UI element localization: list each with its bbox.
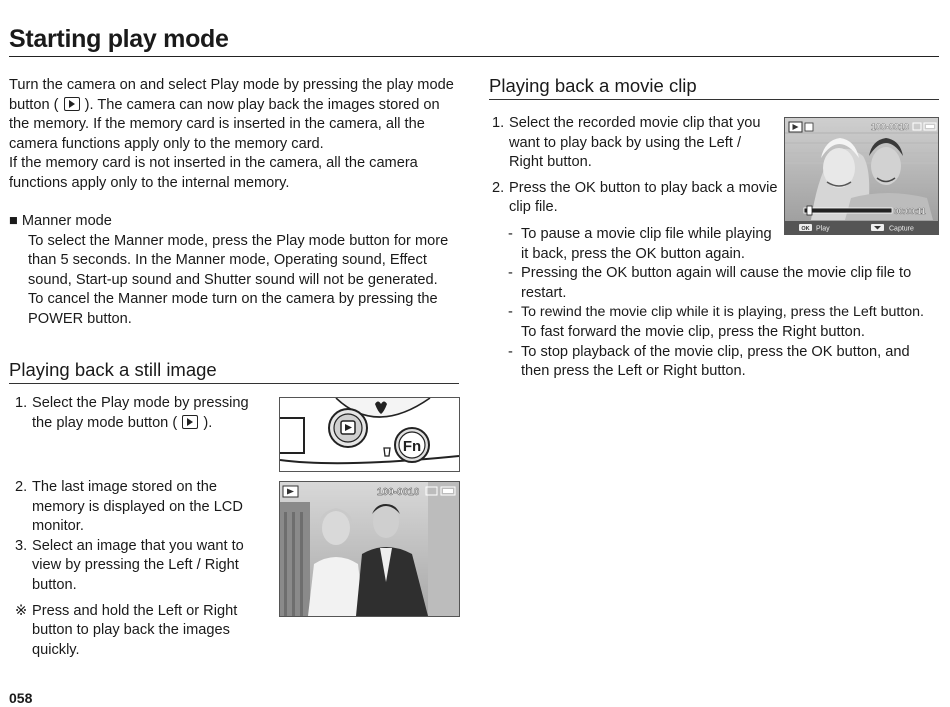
- intro-line: functions apply only to the internal memory.: [9, 174, 290, 191]
- intro-line: the memory. If the memory card is inserted in the camera, all the: [9, 116, 425, 133]
- camera-buttons-drawing: [280, 398, 459, 471]
- intro-line: [9, 96, 479, 116]
- lcd-photo-movie: [785, 118, 938, 234]
- page-number: 058: [9, 690, 33, 706]
- camera-buttons-illustration: [279, 397, 460, 472]
- note-mark: ※: [15, 602, 28, 619]
- step-line: [32, 414, 275, 434]
- step-line: view by pressing the Left / Right: [32, 557, 239, 574]
- step-line: want to play back by using the Left /: [509, 134, 742, 151]
- manner-line: To cancel the Manner mode turn on the camera by pressing the: [28, 291, 438, 308]
- sub-line: Pressing the OK button again will cause the movie clip file to: [521, 265, 912, 282]
- step-line: monitor.: [32, 518, 84, 535]
- list-item: [15, 537, 277, 596]
- sub-line: To pause a movie clip file while playing: [521, 226, 772, 242]
- sub-line: To rewind the movie clip while it is playing, press the Left button.: [521, 304, 924, 321]
- movie-lcd-preview: [784, 117, 939, 235]
- step-number: 2.: [492, 179, 505, 196]
- fn-button-label: Fn: [402, 438, 422, 455]
- step-line: clip file.: [509, 199, 558, 216]
- sub-line: To fast forward the movie clip, press the Right button.: [521, 323, 865, 340]
- title-divider: [9, 56, 939, 57]
- intro-line: Turn the camera on and select Play mode by pressing the play mode: [9, 77, 454, 93]
- note-line: button to play back the images: [32, 622, 230, 639]
- step-line: button.: [32, 576, 77, 593]
- step-line: Right button.: [509, 154, 592, 171]
- sub-line: then press the Left or Right button.: [521, 363, 746, 380]
- still-step-1: [15, 394, 275, 433]
- note-item: [15, 602, 277, 661]
- still-section-divider: [9, 383, 459, 384]
- step-number: 2.: [15, 479, 28, 495]
- bullet-dash: -: [508, 304, 513, 321]
- movie-sub-bullets: [508, 225, 933, 382]
- list-item: [492, 114, 784, 173]
- step-line: memory is displayed on the LCD: [32, 498, 243, 515]
- play-mode-icon: [182, 415, 198, 429]
- bullet-dash: -: [508, 343, 513, 360]
- manner-line: To select the Manner mode, press the Play mode button for more: [28, 232, 449, 249]
- sub-bullet: [508, 343, 933, 382]
- manner-line: POWER button.: [28, 310, 132, 327]
- step-number: 1.: [15, 395, 28, 411]
- intro-line: If the memory card is not inserted in the camera, all the camera: [9, 155, 418, 172]
- note-line: Press and hold the Left or Right: [32, 602, 238, 619]
- manner-line: than 5 seconds. In the Manner mode, Operating sound, Effect: [28, 252, 427, 269]
- bullet-dash: -: [508, 265, 513, 282]
- sub-bullet: [508, 303, 933, 342]
- step-line: Select the recorded movie clip that you: [509, 115, 761, 131]
- list-item: [492, 179, 784, 218]
- step-line: Select the Play mode by pressing: [32, 395, 249, 411]
- step-number: 1.: [492, 115, 505, 131]
- list-item: [15, 394, 275, 433]
- sub-bullet: [508, 264, 933, 303]
- lcd-play-label: Play: [816, 225, 830, 233]
- lcd-file-counter: 100-0010: [871, 122, 910, 132]
- sub-line: restart.: [521, 284, 567, 301]
- bullet-dash: -: [508, 226, 513, 242]
- intro-text: button (: [9, 96, 59, 113]
- lcd-capture-label: Capture: [889, 225, 914, 233]
- lcd-file-counter: 100-0010: [377, 487, 420, 498]
- intro-text: ). The camera can now play back the images stored on: [84, 96, 440, 113]
- step-line: Press the OK button to play back a movie: [509, 179, 778, 196]
- lcd-elapsed-time: 00:00:11: [894, 207, 926, 216]
- movie-section-heading: Playing back a movie clip: [489, 75, 697, 96]
- movie-steps: [492, 114, 784, 218]
- still-steps-2-3: [15, 478, 277, 660]
- movie-section-divider: [489, 99, 939, 100]
- manner-heading: ■ Manner mode: [9, 213, 112, 229]
- step-number: 3.: [15, 537, 28, 554]
- still-section-heading: Playing back a still image: [9, 359, 217, 380]
- sub-line: it back, press the OK button again.: [521, 245, 745, 262]
- still-image-lcd-preview: [279, 481, 460, 617]
- play-mode-icon: [64, 97, 80, 111]
- step-line: The last image stored on the: [32, 479, 217, 495]
- page-title: Starting play mode: [9, 25, 229, 53]
- intro-paragraph: [9, 76, 479, 194]
- step-text: the play mode button (: [32, 414, 178, 431]
- intro-line: camera functions apply only to the memory card.: [9, 135, 324, 152]
- step-text: ).: [203, 414, 213, 431]
- note-line: quickly.: [32, 641, 80, 658]
- manner-line: sound, Start-up sound and Shutter sound will not be generated.: [28, 271, 438, 288]
- manner-mode-section: [9, 212, 479, 330]
- sub-line: To stop playback of the movie clip, press the OK button, and: [521, 343, 910, 360]
- lcd-photo-still: [280, 482, 459, 616]
- lcd-ok-key: OK: [801, 226, 810, 232]
- list-item: [15, 478, 277, 537]
- step-line: Select an image that you want to: [32, 537, 244, 554]
